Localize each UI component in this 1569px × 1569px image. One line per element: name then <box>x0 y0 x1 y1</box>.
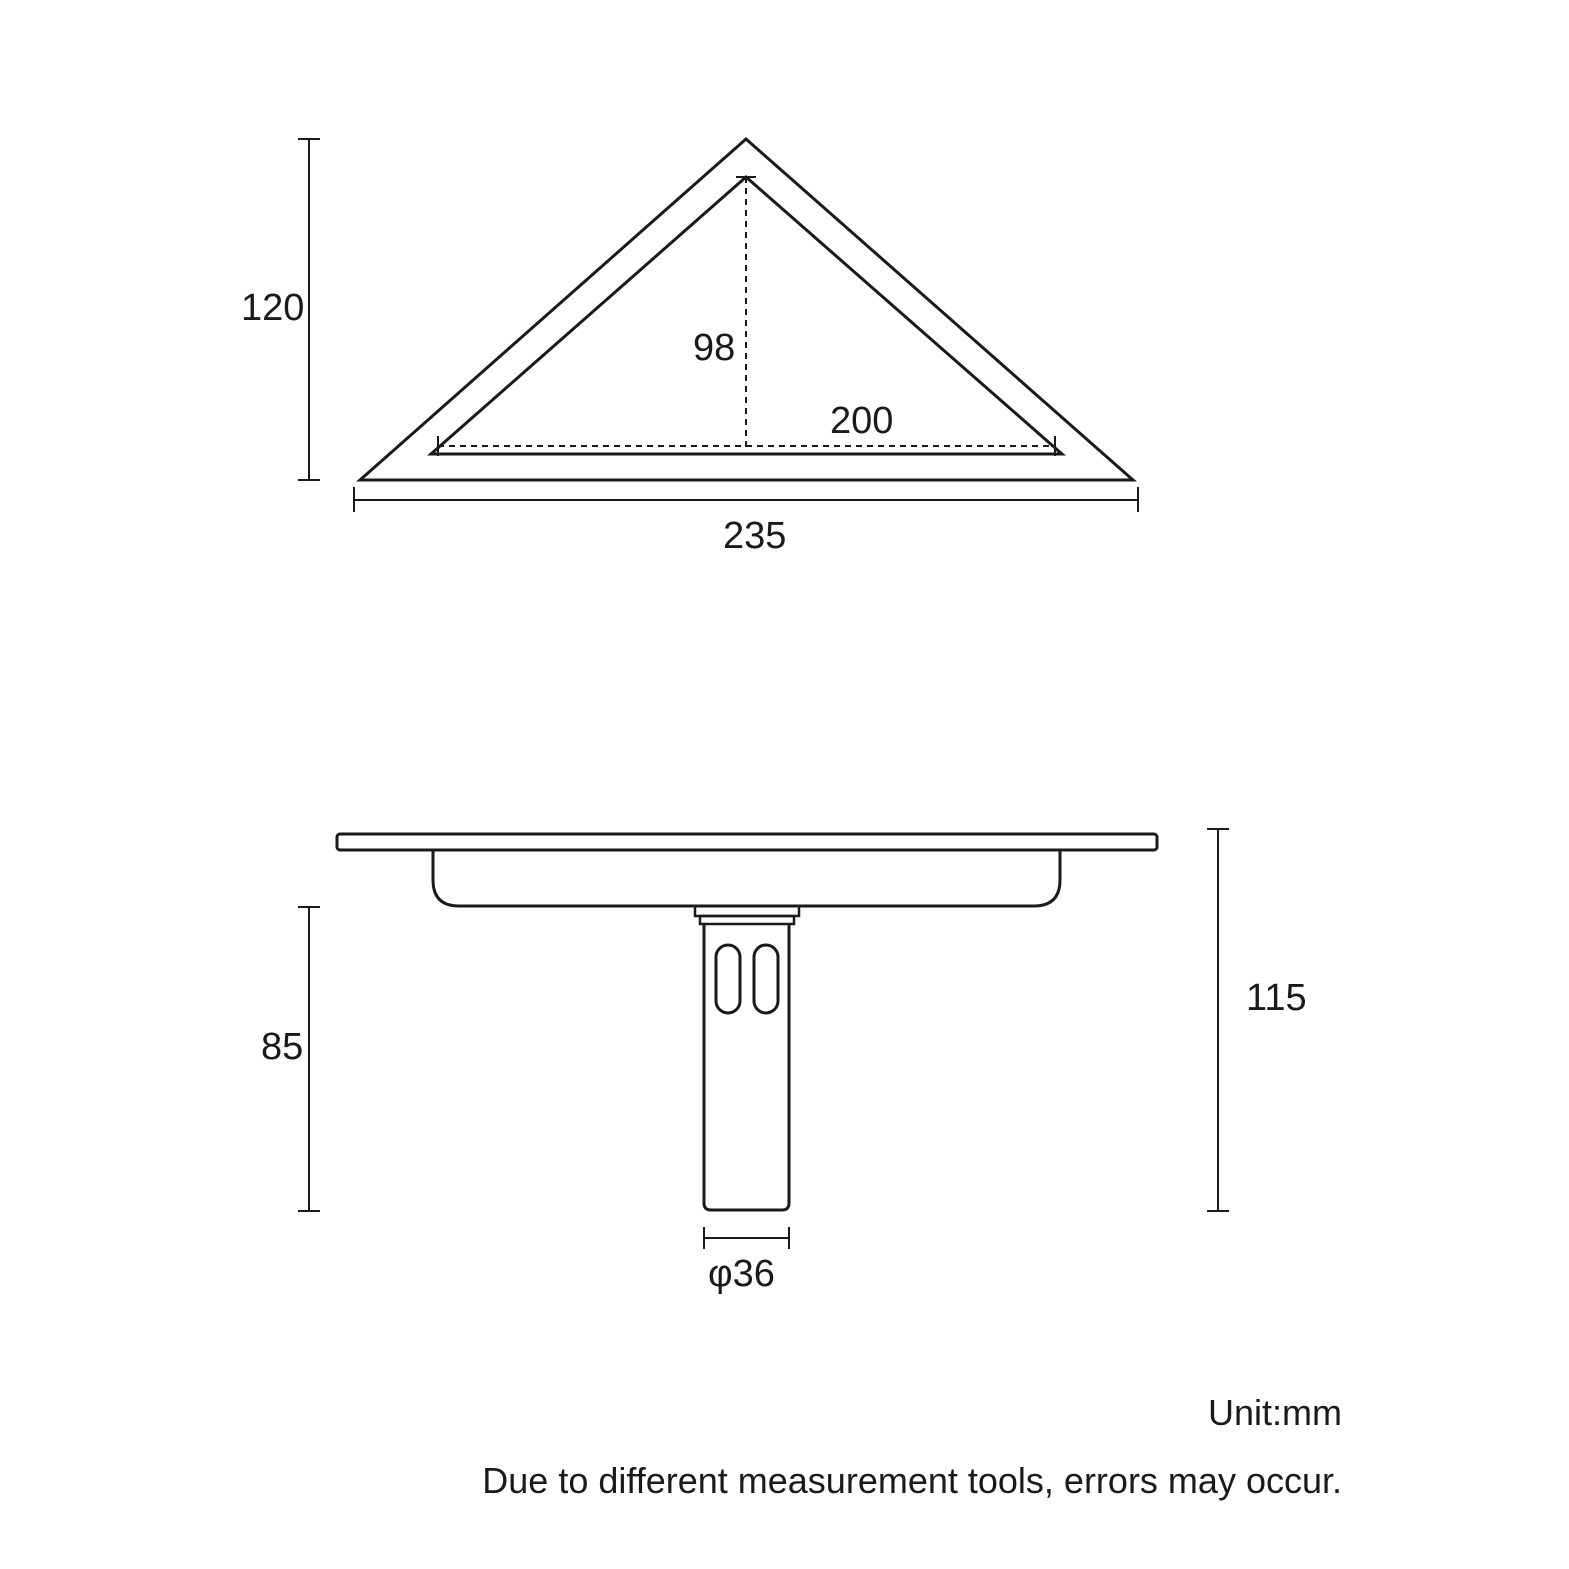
inner-width-label: 200 <box>830 400 894 442</box>
inner-height-label: 98 <box>693 327 736 369</box>
drain-top-plate <box>337 834 1157 850</box>
top-view <box>298 139 1138 512</box>
pipe-slot-right <box>754 945 778 1013</box>
pipe-length-label: 85 <box>261 1026 304 1068</box>
pipe-diameter-label: φ36 <box>708 1253 775 1295</box>
disclaimer-note: Due to different measurement tools, errors may occur. <box>482 1460 1342 1501</box>
total-height-label: 115 <box>1246 977 1307 1019</box>
unit-note: Unit:mm <box>1208 1392 1342 1433</box>
pipe-slot-left <box>716 945 740 1013</box>
outer-width-label: 235 <box>723 515 787 557</box>
drain-body-trough <box>433 850 1060 906</box>
pipe-collar-lower <box>700 916 794 924</box>
side-view <box>298 829 1229 1249</box>
outer-height-label: 120 <box>241 287 305 329</box>
